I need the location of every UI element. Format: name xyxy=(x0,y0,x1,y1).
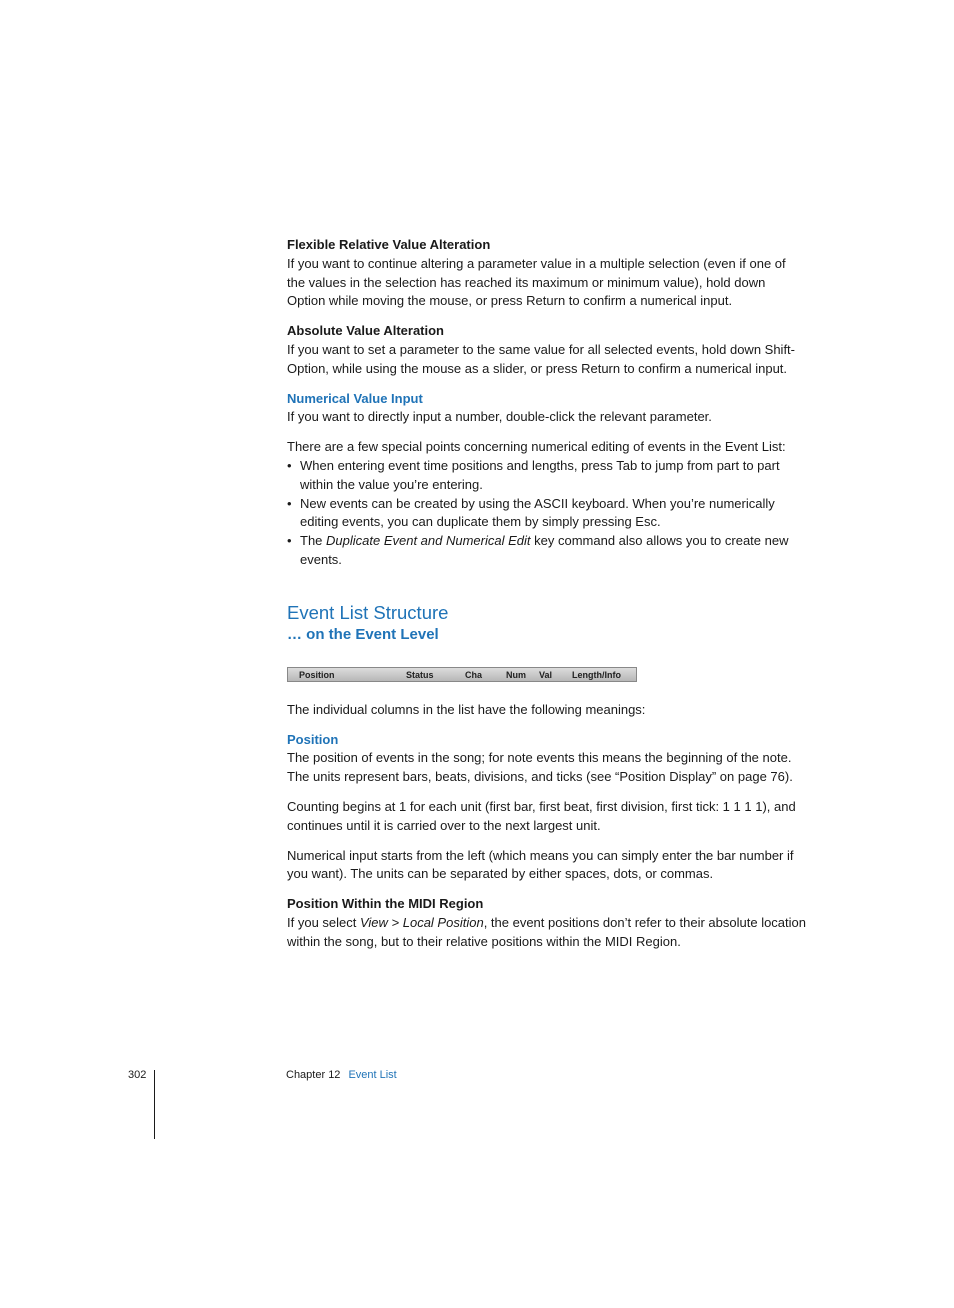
special-points-list xyxy=(287,457,807,570)
numerical-heading: Numerical Value Input xyxy=(287,390,423,406)
position-body-1: The position of events in the song; for note events this means the beginning of the note. The units represent bars, beats, divisions, and ticks (see “Position Display” on page 76). xyxy=(287,750,793,785)
section-title: Event List Structure xyxy=(287,601,449,623)
page-number: 302 xyxy=(128,1069,147,1081)
position-body-2: Counting begins at 1 for each unit (first bar, first beat, first division, first tick: 1 1 1 1), and continues until it is carried over to the next largest unit. xyxy=(287,798,796,833)
special-points-intro: There are a few special points concerning numerical editing of events in the Event List: xyxy=(287,439,786,455)
numerical-body: If you want to directly input a number, double-click the relevant parameter. xyxy=(287,409,712,425)
bullet-icon: • xyxy=(287,533,292,549)
within-region-body: If you select View > Local Position, the event positions don’t refer to their absolute location within the song, but to their relative positions within the MIDI Region. xyxy=(287,914,806,949)
event-list-header-bar xyxy=(287,667,637,682)
column-status: Status xyxy=(406,669,434,680)
column-cha: Cha xyxy=(465,669,483,680)
flexible-body: If you want to continue altering a parameter value in a multiple selection (even if one of the values in the selection has reached its maximum or minimum value), hold down Option while moving the mouse, or press Return to confirm a numerical input. xyxy=(287,255,786,309)
footer-divider xyxy=(154,1070,155,1139)
column-val: Val xyxy=(539,669,553,680)
within-region-heading: Position Within the MIDI Region xyxy=(287,896,484,912)
list-item: • New events can be created by using the ASCII keyboard. When you’re numerically editing events, you can duplicate them by simply pressing Esc. xyxy=(287,495,775,530)
bullet-icon: • xyxy=(287,457,292,473)
chapter-title: Event List xyxy=(348,1069,397,1081)
column-position: Position xyxy=(299,669,335,680)
flexible-heading: Flexible Relative Value Alteration xyxy=(287,237,491,252)
absolute-body: If you want to set a parameter to the same value for all selected events, hold down Shift-Option, while using the mouse as a slider, or press Return to confirm a numerical input. xyxy=(287,341,795,376)
column-length-info: Length/Info xyxy=(572,669,621,680)
columns-intro: The individual columns in the list have the following meanings: xyxy=(287,701,646,717)
page-content xyxy=(287,236,807,952)
position-heading: Position xyxy=(287,731,339,747)
list-item: • When entering event time positions and lengths, press Tab to jump from part to part within the value you’re entering. xyxy=(287,457,780,492)
chapter-label: Chapter 12 xyxy=(286,1069,341,1081)
absolute-heading: Absolute Value Alteration xyxy=(287,323,444,339)
column-num: Num xyxy=(506,669,526,680)
position-body-3: Numerical input starts from the left (which means you can simply enter the bar number if you want). The units can be separated by either spaces, dots, or commas. xyxy=(287,847,794,882)
list-item: • The Duplicate Event and Numerical Edit key command also allows you to create new events. xyxy=(287,533,789,567)
section-subtitle: … on the Event Level xyxy=(287,625,439,643)
footer-chapter xyxy=(286,1069,397,1081)
bullet-icon: • xyxy=(287,495,292,511)
